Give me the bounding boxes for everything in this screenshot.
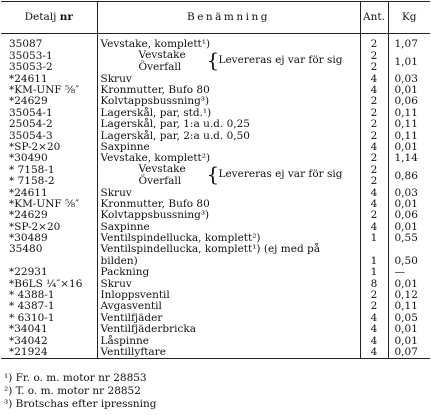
part-number-cell: * 6310-1 [9, 311, 55, 324]
part-number-cell: 35087 [9, 38, 43, 51]
part-number-cell: *22931 [9, 266, 48, 279]
part-number-cell: *21924 [1, 347, 97, 359]
part-number-cell: 35054-3 [9, 129, 53, 142]
group-note: Levereras ej var för sig [218, 54, 343, 67]
table-row [1, 278, 430, 289]
quantity-cell: 2 [360, 96, 388, 107]
brace-symbol: { [206, 48, 220, 73]
quantity-cell: 4 [360, 312, 388, 323]
table-row [1, 335, 430, 346]
header-part-number [1, 2, 97, 34]
table-row [1, 324, 430, 335]
weight-cell: 0,86 [388, 170, 430, 181]
quantity-cell: 4 [360, 73, 388, 84]
footnote-3: ³) Brotschas efter ipressning [4, 398, 157, 410]
description-cell [97, 176, 360, 187]
weight-cell: 0,11 [388, 119, 430, 130]
table-row [1, 62, 430, 73]
table-row [1, 255, 430, 266]
description-cell: Ventilspindellucka, komplett²) [97, 233, 360, 244]
group-note: Levereras ej var för sig [218, 168, 343, 181]
description-cell: Saxpinne [97, 221, 360, 232]
description-cell: Lagerskål, par, std.¹) [97, 107, 360, 118]
part-number-cell: * 4387-1 [9, 300, 55, 313]
quantity-cell: 4 [360, 198, 388, 209]
quantity-cell: 2 [360, 301, 388, 312]
header-description: Benämning [97, 2, 360, 34]
table-row [1, 130, 430, 141]
quantity-cell: 4 [360, 85, 388, 96]
description-cell: Lagerskål, par, 2:a u.d. 0,50 [97, 130, 360, 141]
quantity-cell: 4 [360, 142, 388, 153]
quantity-cell: 2 [360, 210, 388, 221]
table-row [1, 290, 430, 301]
part-number-cell: * 7158-1 [9, 163, 55, 176]
description-cell: bilden) [97, 255, 360, 266]
part-number-cell: *24629 [9, 209, 48, 222]
table-row [1, 96, 430, 107]
part-number-cell: *34042 [9, 334, 48, 347]
footnote-1: ¹) Fr. o. m. motor nr 28853 [4, 372, 147, 384]
quantity-cell: 2 [360, 176, 388, 187]
weight-cell: 0,01 [388, 221, 430, 232]
table-row [1, 347, 430, 359]
description-cell: Inloppsventil [97, 290, 360, 301]
part-number-cell: *30489 [9, 232, 48, 245]
quantity-cell: 4 [360, 187, 388, 198]
part-number-cell [1, 255, 97, 266]
part-number-cell: *34041 [9, 323, 48, 336]
description-cell: Kronmutter, Bufo 80 [97, 198, 360, 209]
quantity-cell: 2 [360, 107, 388, 118]
part-number-cell: *SP-2×20 [9, 220, 61, 233]
part-number-cell: 35053-2 [9, 61, 53, 74]
weight-cell: 0,11 [388, 130, 430, 141]
description-cell: Saxpinne [97, 142, 360, 153]
description-cell: Vevstake, komplett²) [97, 153, 360, 164]
sub-component-label: Vevstake [138, 163, 186, 176]
header-weight: Kg [388, 2, 430, 34]
weight-cell: 0,01 [388, 324, 430, 335]
table-row [1, 210, 430, 221]
weight-cell: 0,03 [388, 187, 430, 198]
header-part-suffix: nr [59, 11, 73, 24]
part-number-cell: *24629 [9, 95, 48, 108]
quantity-cell: 2 [360, 50, 388, 61]
quantity-cell: 2 [360, 62, 388, 73]
description-cell: Ventillyftare [97, 347, 360, 359]
table-row [1, 119, 430, 130]
part-number-cell: 35480 [9, 243, 43, 256]
description-cell: Lagerskål, par, 1:a u.d. 0,25 [97, 119, 360, 130]
brace-symbol: { [206, 162, 220, 187]
table-row [1, 221, 430, 232]
quantity-cell: 2 [360, 153, 388, 164]
part-number-cell: *24611 [9, 72, 48, 85]
weight-cell: 0,06 [388, 210, 430, 221]
weight-cell: 0,01 [388, 278, 430, 289]
footnotes [4, 372, 157, 411]
weight-cell [388, 244, 430, 255]
part-number-cell: 25054-2 [9, 118, 53, 131]
description-cell: Ventilspindellucka, komplett¹) (ej med på [97, 244, 360, 255]
weight-cell: 0,06 [388, 96, 430, 107]
quantity-cell: 2 [360, 130, 388, 141]
table-row [1, 85, 430, 96]
quantity-cell: 4 [360, 221, 388, 232]
description-cell: Vevstake, komplett¹) [97, 34, 360, 51]
quantity-cell: 2 [360, 119, 388, 130]
description-cell: Skruv [97, 187, 360, 198]
description-cell: Kolvtappsbussning³) [97, 96, 360, 107]
weight-cell: 0,03 [388, 73, 430, 84]
weight-cell: 1,07 [388, 34, 430, 51]
table-row [1, 50, 430, 61]
table-row [1, 164, 430, 175]
weight-cell: 0,05 [388, 312, 430, 323]
weight-cell: 0,01 [388, 198, 430, 209]
quantity-cell: 8 [360, 278, 388, 289]
description-cell: Ventilfjäder [97, 312, 360, 323]
weight-cell: — [388, 267, 430, 278]
table-row [1, 198, 430, 209]
part-number-cell: *30490 [9, 152, 48, 165]
quantity-cell: 1 [360, 255, 388, 266]
weight-cell: 0,01 [388, 335, 430, 346]
description-cell: Kronmutter, Bufo 80 [97, 85, 360, 96]
quantity-cell [360, 244, 388, 255]
quantity-cell: 2 [360, 164, 388, 175]
part-number-cell: 35054-1 [9, 106, 53, 119]
weight-cell: 1,14 [388, 153, 430, 164]
table-row [1, 142, 430, 153]
parts-table [1, 1, 430, 359]
table-row [1, 267, 430, 278]
weight-cell: 0,12 [388, 290, 430, 301]
description-cell: Avgasventil [97, 301, 360, 312]
weight-cell: 0,50 [388, 255, 430, 266]
part-number-cell: *SP-2×20 [9, 140, 61, 153]
table-row [1, 244, 430, 255]
weight-cell: 0,11 [388, 107, 430, 118]
sub-component-label: Överfall [138, 174, 182, 187]
quantity-cell: 1 [360, 267, 388, 278]
quantity-cell: 4 [360, 347, 388, 359]
part-number-cell: *KM-UNF ⅝″ [9, 84, 80, 96]
description-cell: Kolvtappsbussning³) [97, 210, 360, 221]
weight-cell: 0,01 [388, 142, 430, 153]
header-part-prefix: Detalj [24, 11, 57, 24]
quantity-cell: 4 [360, 335, 388, 346]
part-number-cell: *KM-UNF ⅝″ [9, 197, 80, 210]
part-number-cell: *24611 [9, 186, 48, 199]
footnote-2: ²) T. o. m. motor nr 28852 [4, 385, 141, 397]
weight-cell: 1,01 [388, 56, 430, 67]
description-cell: Skruv [97, 73, 360, 84]
description-cell: Packning [97, 267, 360, 278]
sub-component-label: Vevstake [138, 49, 186, 62]
table-row [1, 176, 430, 187]
description-cell: Ventilfjäderbricka [97, 324, 360, 335]
quantity-cell: 4 [360, 324, 388, 335]
description-cell: Skruv [97, 278, 360, 289]
sub-component-label: Överfall [138, 60, 182, 73]
quantity-cell: 2 [360, 34, 388, 51]
table-row [1, 301, 430, 312]
part-number-cell: * 4388-1 [9, 289, 55, 302]
part-number-cell: *B6LS ¼″×16 [9, 277, 83, 290]
weight-cell: 0,01 [388, 85, 430, 96]
part-number-cell: * 7158-2 [9, 175, 55, 188]
description-cell [97, 62, 360, 73]
table-row [1, 73, 430, 84]
header-quantity: Ant. [360, 2, 388, 34]
quantity-cell: 1 [360, 233, 388, 244]
quantity-cell: 2 [360, 290, 388, 301]
weight-cell: 0,11 [388, 301, 430, 312]
part-number-cell: 35053-1 [9, 49, 53, 62]
table-header-row [1, 2, 430, 34]
table-row [1, 187, 430, 198]
description-cell: Låspinne [97, 335, 360, 346]
weight-cell: 0,07 [388, 347, 430, 359]
weight-cell: 0,55 [388, 233, 430, 244]
table-row [1, 312, 430, 323]
